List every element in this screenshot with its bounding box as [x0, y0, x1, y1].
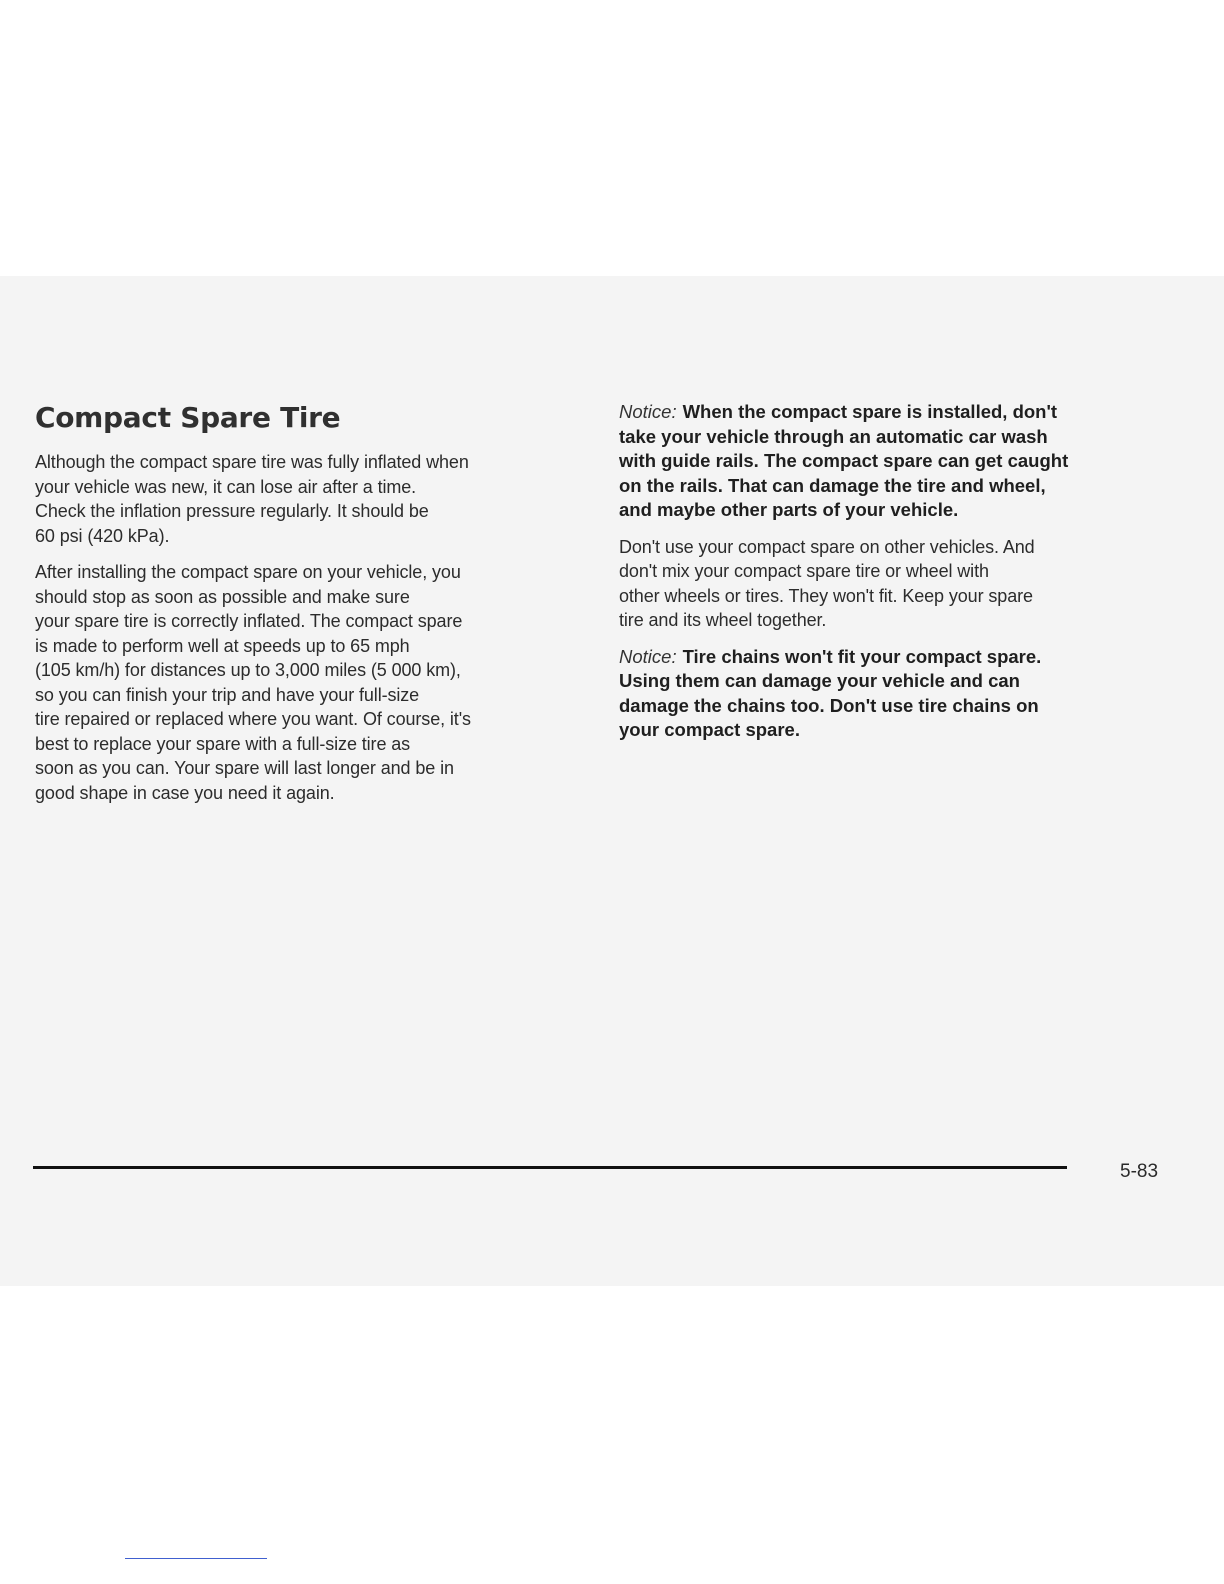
notice-label: Notice:	[619, 401, 677, 422]
notice-text: Tire chains won't fit your compact spare. Using them can damage your vehicle and can damage the chains too. Don't use tire chains on your compact spare.	[619, 645, 1042, 740]
notice-text: When the compact spare is installed, don't take your vehicle through an automatic car wash with guide rails. The compact spare can get caught on the rails. That can damage the tire and wheel, and maybe other parts of your vehicle.	[619, 401, 1069, 520]
section-title: Compact Spare Tire	[35, 401, 341, 434]
after-installing-paragraph: After installing the compact spare on your vehicle, you should stop as soon as possible and make sure your spare tire is correctly inflated. The compact spare is made to perform well at speeds up to 65 mph (105 km/h) for distances up to 3,000 miles (5 000 km), so you can finish your trip and have your full-size tire repaired or replaced where you want. Of course, it's best to replace your spare with a full-size tire as soon as you can. Your spare will last longer and be in good shape in case you need it again.	[35, 562, 471, 803]
inflation-paragraph: Although the compact spare tire was fully inflated when your vehicle was new, it can lose air after a time. Check the inflation pressure regularly. It should be 60 psi (420 kPa).	[35, 452, 469, 546]
link-underline	[125, 1558, 267, 1559]
left-column	[35, 400, 575, 817]
page-number: 5-83	[1120, 1161, 1159, 1182]
other-vehicles-paragraph: Don't use your compact spare on other vehicles. And don't mix your compact spare tire or wheel with other wheels or tires. They won't fit. Keep your spare tire and its wheel together.	[619, 536, 1035, 630]
car-wash-notice	[619, 400, 1179, 523]
notice-label: Notice:	[619, 645, 677, 667]
tire-chains-notice	[619, 645, 1179, 743]
right-column	[619, 400, 1179, 755]
footer-rule	[33, 1166, 1067, 1169]
